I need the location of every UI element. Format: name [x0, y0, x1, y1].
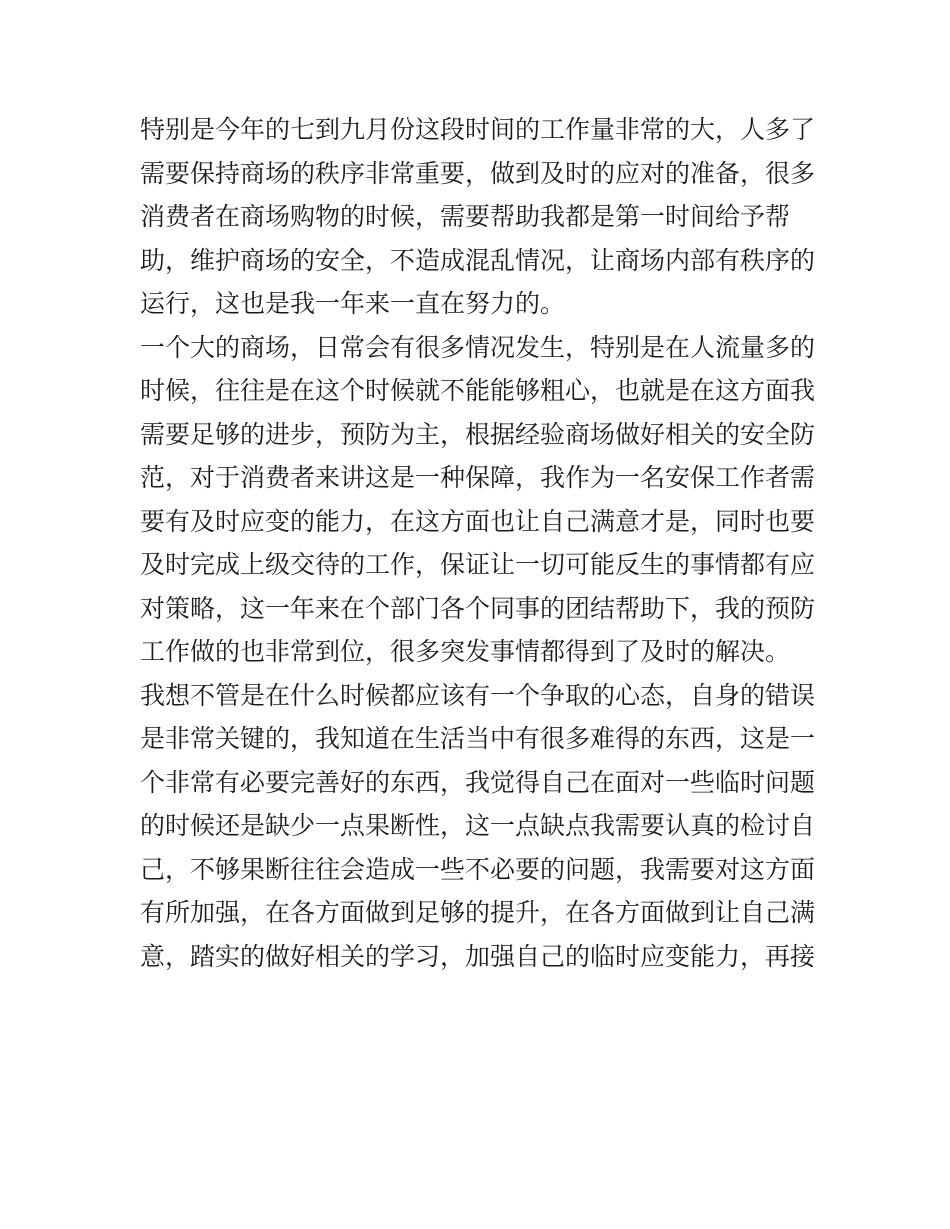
text-line: 特别是今年的七到九月份这段时间的工作量非常的大，人多了: [140, 115, 816, 144]
text-line: 我想不管是在什么时候都应该有一个争取的心态，自身的错误: [140, 680, 816, 710]
body-text: [140, 108, 815, 978]
text-line: 一个大的商场，日常会有很多情况发生，特别是在人流量多的: [140, 332, 816, 362]
text-line: 意，踏实的做好相关的学习，加强自己的临时应变能力，再接: [140, 941, 816, 971]
text-line: 工作做的也非常到位，很多突发事情都得到了及时的解决。: [140, 637, 791, 666]
text-line: 及时完成上级交待的工作，保证让一切可能反生的事情都有应: [140, 550, 816, 579]
text-line: 范，对于消费者来讲这是一种保障，我作为一名安保工作者需: [140, 463, 816, 492]
text-line: 个非常有必要完善好的东西，我觉得自己在面对一些临时问题: [140, 767, 816, 797]
text-line: 需要足够的进步，预防为主，根据经验商场做好相关的安全防: [140, 419, 816, 449]
text-line: 有所加强，在各方面做到足够的提升，在各方面做到让自己满: [140, 898, 816, 927]
text-line: 对策略，这一年来在个部门各个同事的团结帮助下，我的预防: [140, 593, 816, 623]
text-line: 需要保持商场的秩序非常重要，做到及时的应对的准备，很多: [140, 158, 816, 188]
text-line: 运行，这也是我一年来一直在努力的。: [140, 289, 566, 318]
text-line: 是非常关键的，我知道在生活当中有很多难得的东西，这是一: [140, 724, 816, 753]
text-line: 己，不够果断往往会造成一些不必要的问题，我需要对这方面: [140, 854, 816, 884]
text-line: 的时候还是缺少一点果断性，这一点缺点我需要认真的检讨自: [140, 811, 816, 840]
text-line: 消费者在商场购物的时候，需要帮助我都是第一时间给予帮: [140, 202, 791, 231]
text-line: 助，维护商场的安全，不造成混乱情况，让商场内部有秩序的: [140, 245, 816, 275]
text-line: 时候，往往是在这个时候就不能能够粗心，也就是在这方面我: [140, 376, 816, 405]
text-line: 要有及时应变的能力，在这方面也让自己满意才是，同时也要: [140, 506, 816, 536]
